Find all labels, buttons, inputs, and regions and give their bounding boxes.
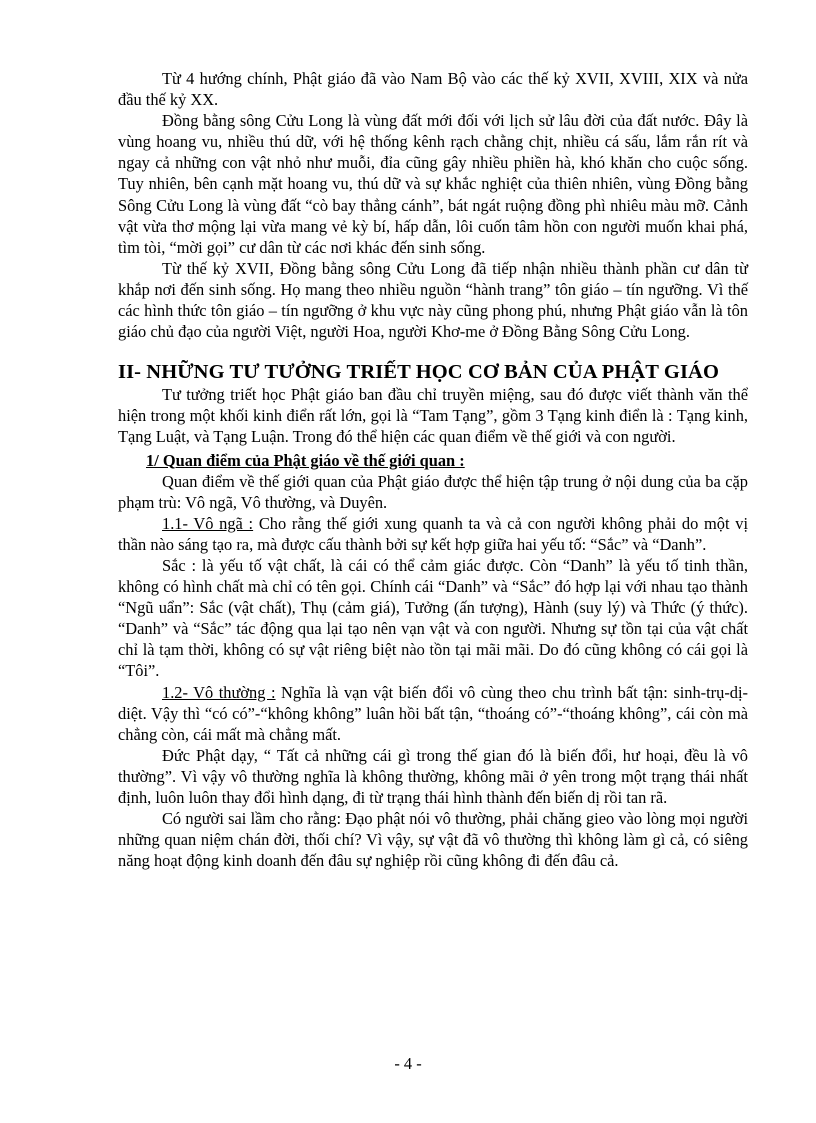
text-vo-nga: Cho rằng thế giới xung quanh ta và cả con người không phải do một vị thần nào sáng tạo ra, mà được cấu thành bởi sự kết hợp giữa hai yếu tố: “Sắc” và “Danh”. bbox=[118, 513, 748, 554]
text-vo-thuong: Nghĩa là vạn vật biến đổi vô cùng theo chu trình bất tận: sinh-trụ-dị-diệt. Vậy thì “có có”-“không không” luân hồi bất tận, “thoáng có”-“thoáng không”, cái còn mà chẳng còn, cái mất mà chẳng mất. bbox=[118, 682, 748, 744]
paragraph-intro-3: Từ thế kỷ XVII, Đồng bằng sông Cửu Long đã tiếp nhận nhiều thành phần cư dân từ khắp nơi đến sinh sống. Họ mang theo nhiều nguồn “hành trang” tôn giáo – tín ngưỡng. Vì thế các hình thức tôn giáo – tín ngưỡng ở khu vực này cũng phong phú, nhưng Phật giáo vẫn là tôn giáo chủ đạo của người Việt, người Hoa, người Khơ-me ở Đồng Bằng Sông Cửu Long. bbox=[118, 258, 748, 342]
subheading-world-view bbox=[118, 450, 748, 471]
term-vo-nga: 1.1- Vô ngã : bbox=[162, 513, 254, 533]
paragraph-intro-1: Từ 4 hướng chính, Phật giáo đã vào Nam Bộ vào các thế kỷ XVII, XVIII, XIX và nửa đầu thế kỷ XX. bbox=[118, 69, 748, 110]
section-intro: Tư tưởng triết học Phật giáo ban đầu chỉ truyền miệng, sau đó được viết thành văn thể hiện trong một khối kinh điển rất lớn, gọi là “Tam Tạng”, gồm 3 Tạng kinh điển là : Tạng kinh, Tạng Luật, và Tạng Luận. Trong đó thể hiện các quan điểm về thế giới và con người. bbox=[118, 385, 748, 447]
paragraph-buddha: Đức Phật dạy, “ Tất cả những cái gì trong thế gian đó là biến đổi, hư hoại, đều là vô thường”. Vì vậy vô thường nghĩa là không thường, không mãi ở yên trong một trạng thái nhất định, luôn luôn thay đổi hình dạng, đi từ trạng thái hình thành đến biến dị rồi tan rã. bbox=[118, 745, 748, 807]
paragraph-intro-2: Đồng bằng sông Cửu Long là vùng đất mới đối với lịch sử lâu đời của đất nước. Đây là vùng hoang vu, nhiều thú dữ, với hệ thống kênh rạch chằng chịt, nhiều cá sấu, lắm rắn rít và ngay cả những con vật nhỏ như muỗi, đỉa cũng gây nhiều phiền hà, khó khăn cho cuộc sống. Tuy nhiên, bên cạnh mặt hoang vu, thú dữ và sự khắc nghiệt của thiên nhiên, vùng Đồng bằng Sông Cửu Long là vùng đất “cò bay thẳng cánh”, bát ngát ruộng đồng phì nhiêu màu mỡ. Cảnh vật vừa thơ mộng lại vừa mang vẻ kỳ bí, hấp dẫn, lôi cuốn tâm hồn con người muốn khai phá, tìm tòi, “mời gọi” cư dân từ các nơi khác đến sinh sống. bbox=[118, 111, 748, 257]
item-vo-nga bbox=[118, 513, 748, 555]
document-page bbox=[118, 68, 748, 871]
section-heading: II- NHỮNG TƯ TƯỞNG TRIẾT HỌC CƠ BẢN CỦA PHẬT GIÁO bbox=[118, 361, 720, 384]
paragraph-last: Có người sai lầm cho rằng: Đạo phật nói vô thường, phải chăng gieo vào lòng mọi người những quan niệm chán đời, thối chí? Vì vậy, sự vật đã vô thường thì không làm gì cả, có siêng năng hoạt động kinh doanh đến đâu sự nghiệp rồi cũng không đi đến đâu cả. bbox=[118, 809, 748, 871]
paragraph-sac: Sắc : là yếu tố vật chất, là cái có thể cảm giác được. Còn “Danh” là yếu tố tinh thần, không có hình chất mà chỉ có tên gọi. Chính cái “Danh” và “Sắc” đó hợp lại với nhau tạo thành “Ngũ uẩn”: Sắc (vật chất), Thụ (cảm giá), Tưởng (ấn tượng), Hành (suy lý) và Thức (ý thức). “Danh” và “Sắc” tác động qua lại tạo nên vạn vật và con người. Nhưng sự tồn tại của vật chất chỉ là tạm thời, không có sự vật riêng biệt nào tồn tại mãi mãi. Do đó cũng không có cái gọi là “Tôi”. bbox=[118, 555, 748, 681]
sub-intro: Quan điểm về thế giới quan của Phật giáo được thể hiện tập trung ở nội dung của ba cặp phạm trù: Vô ngã, Vô thường, và Duyên. bbox=[118, 471, 748, 512]
item-vo-thuong bbox=[118, 682, 748, 745]
term-vo-thuong: 1.2- Vô thường : bbox=[162, 682, 276, 702]
subheading-text: 1/ Quan điểm của Phật giáo về thế giới quan : bbox=[146, 450, 465, 470]
page-number: - 4 - bbox=[394, 1054, 422, 1073]
